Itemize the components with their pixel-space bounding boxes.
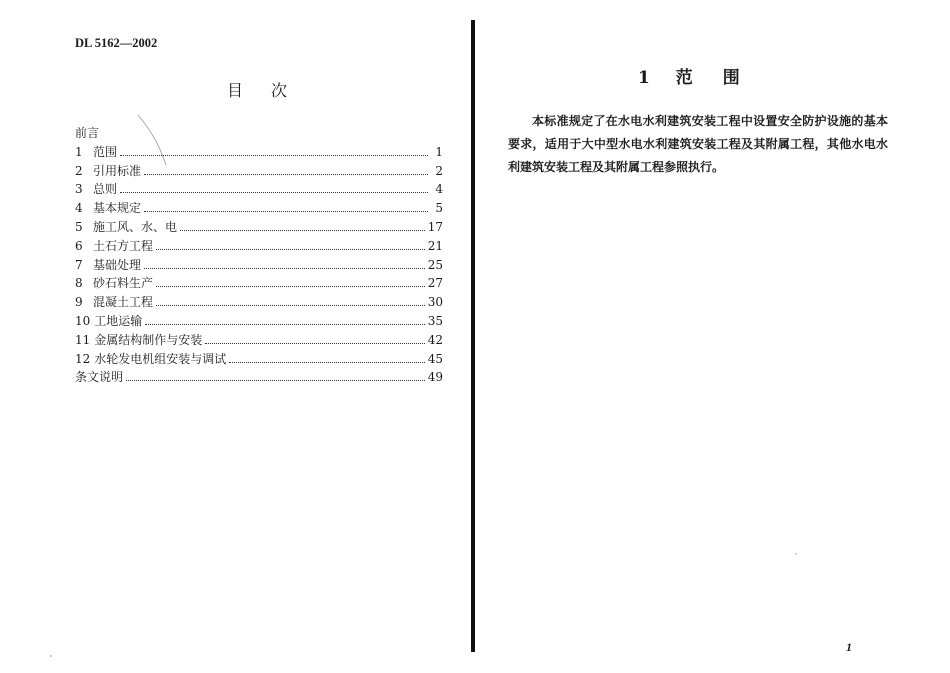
toc-entry <box>75 350 443 369</box>
toc-entry <box>75 124 443 143</box>
toc-entry-page: 25 <box>427 257 443 272</box>
toc-leader-dots <box>144 203 428 212</box>
toc-leader-dots <box>180 222 425 231</box>
toc-leader-dots <box>156 241 425 250</box>
chapter-title-char-1: 范 <box>675 68 693 88</box>
toc-entry <box>75 143 443 162</box>
toc-entry-label: 土石方工程 <box>93 238 154 253</box>
page-number: 1 <box>846 640 852 654</box>
toc-entry-number: 4 <box>75 201 83 216</box>
toc-entry-label: 条文说明 <box>75 370 124 385</box>
toc-leader-dots <box>205 335 424 344</box>
toc-leader-dots <box>144 260 425 269</box>
toc-entry-number: 7 <box>75 257 83 272</box>
scan-speck <box>795 553 797 555</box>
document-code: DL 5162—2002 <box>75 36 158 50</box>
toc-entry-page: 4 <box>435 182 443 197</box>
toc-entry-label: 工地运输 <box>94 313 143 328</box>
toc-entry-label: 施工风、水、电 <box>93 219 178 234</box>
toc-entry-number: 1 <box>75 144 83 159</box>
toc-entry-label: 砂石料生产 <box>93 276 154 291</box>
chapter-body-text: 本标准规定了在水电水利建筑安装工程中设置安全防护设施的基本要求，适用于大中型水电水利建筑安装工程及其附属工程，其他水电水利建筑安装工程及其附属工程参照执行。 <box>508 114 888 174</box>
toc-leader-dots <box>145 316 424 325</box>
toc-entry-label: 范围 <box>93 144 118 159</box>
toc-entry-page: 45 <box>427 351 443 366</box>
toc-entry-number: 6 <box>75 238 83 253</box>
toc-entry-page: 2 <box>435 163 443 178</box>
toc-entry-page: 35 <box>427 313 443 328</box>
toc-entry-page: 5 <box>435 201 443 216</box>
toc-title <box>227 78 289 101</box>
toc-entry-number: 3 <box>75 182 83 197</box>
toc-entry <box>75 331 443 350</box>
toc-entry <box>75 218 443 237</box>
toc-entry-number: 10 <box>75 313 91 328</box>
toc-entry-label: 引用标准 <box>93 163 142 178</box>
toc-entry-page: 17 <box>427 219 443 234</box>
toc-leader-dots <box>229 354 424 363</box>
toc-entry <box>75 312 443 331</box>
toc-entry-label: 金属结构制作与安装 <box>94 332 203 347</box>
toc-entry-number: 2 <box>75 163 83 178</box>
toc-entry-label: 基本规定 <box>93 201 142 216</box>
toc-entry-page: 21 <box>427 238 443 253</box>
toc-leader-dots <box>126 372 425 381</box>
toc-entry-page: 27 <box>427 276 443 291</box>
toc-entry-number: 12 <box>75 351 91 366</box>
toc-entry <box>75 293 443 312</box>
toc-entry-label: 基础处理 <box>93 257 142 272</box>
toc-entry <box>75 162 443 181</box>
toc-entry-page: 42 <box>427 332 443 347</box>
table-of-contents <box>75 124 443 387</box>
toc-entry <box>75 274 443 293</box>
scan-speck <box>50 655 52 657</box>
toc-entry <box>75 256 443 275</box>
toc-leader-dots <box>156 278 425 287</box>
toc-leader-dots <box>156 297 425 306</box>
toc-entry <box>75 237 443 256</box>
right-page <box>478 0 950 673</box>
toc-title-char-2: 次 <box>271 81 290 100</box>
toc-entry-label: 总则 <box>93 182 118 197</box>
toc-entry-label: 前言 <box>75 126 100 140</box>
toc-entry-label: 水轮发电机组安装与调试 <box>94 351 227 366</box>
toc-title-char-1: 目 <box>227 81 246 100</box>
toc-leader-dots <box>144 166 428 175</box>
toc-entry-page: 1 <box>435 144 443 159</box>
chapter-title-char-2: 围 <box>722 68 740 88</box>
toc-leader-dots <box>120 147 428 156</box>
toc-entry <box>75 180 443 199</box>
toc-entry-page: 30 <box>427 295 443 310</box>
book-spine <box>471 20 475 652</box>
chapter-number: 1 <box>638 68 650 88</box>
toc-entry <box>75 199 443 218</box>
toc-entry-label: 混凝土工程 <box>93 295 154 310</box>
left-page <box>0 0 470 673</box>
toc-leader-dots <box>120 184 428 193</box>
chapter-title <box>638 63 740 88</box>
toc-entry-number: 11 <box>75 332 91 347</box>
toc-entry-page: 49 <box>427 370 443 385</box>
toc-entry-number: 8 <box>75 276 83 291</box>
toc-entry <box>75 368 443 387</box>
toc-entry-number: 5 <box>75 219 83 234</box>
toc-entry-number: 9 <box>75 295 83 310</box>
